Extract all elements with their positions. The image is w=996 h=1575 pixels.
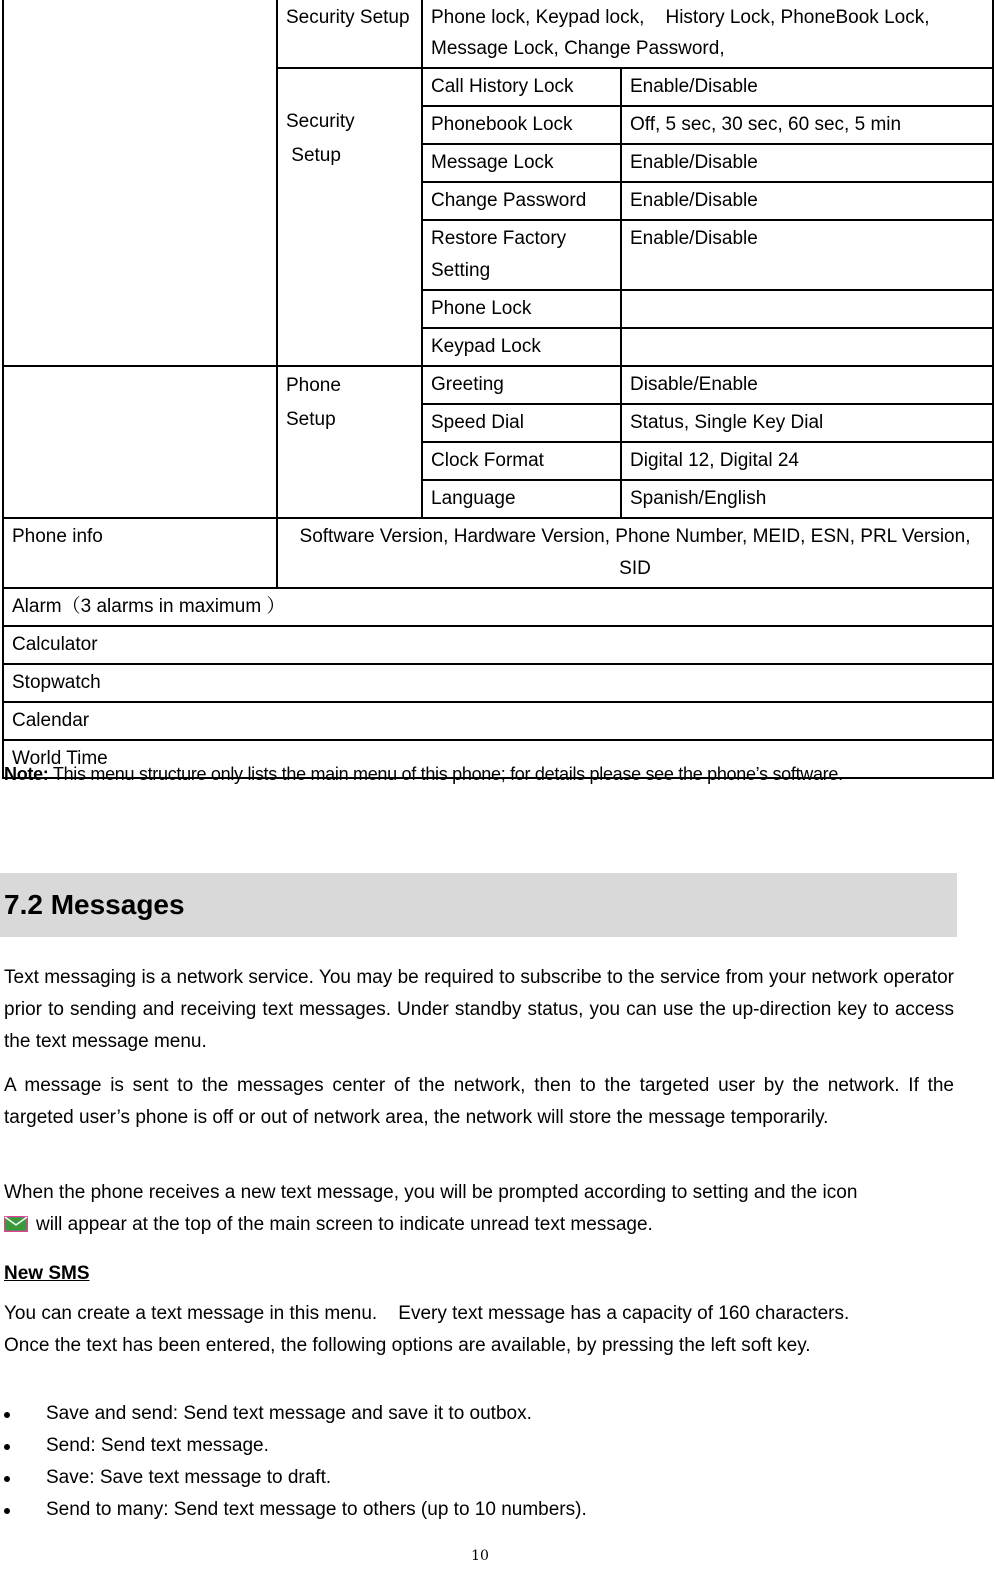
new-message-paragraph	[4, 1177, 954, 1241]
phone-value: Digital 12, Digital 24	[621, 442, 993, 480]
security-value: Enable/Disable	[621, 182, 993, 220]
security-value	[621, 328, 993, 366]
security-value: Enable/Disable	[621, 220, 993, 290]
note-label: Note:	[4, 764, 49, 784]
new-message-text-after: will appear at the top of the main screen to indicate unread text message.	[36, 1214, 653, 1235]
list-item-text: Save: Save text message to draft.	[46, 1467, 332, 1488]
phone-value: Spanish/English	[621, 480, 993, 518]
security-item: Call History Lock	[422, 68, 621, 106]
bullet-dot	[4, 1444, 10, 1450]
security-value	[621, 290, 993, 328]
menu-item-calculator: Calculator	[3, 626, 993, 664]
phone-value: Status, Single Key Dial	[621, 404, 993, 442]
blank-cell	[3, 366, 277, 518]
table-row	[3, 702, 993, 740]
envelope-icon	[4, 1216, 28, 1232]
security-setup-group-label	[277, 68, 422, 366]
blank-cell	[3, 0, 277, 366]
security-item: Phone Lock	[422, 290, 621, 328]
bullet-dot	[4, 1508, 10, 1514]
messages-intro-paragraph: Text messaging is a network service. You may be required to subscribe to the service from your network operator prior to sending and receiving text messages. Under standby status, you can use the up-direction key to access the text message menu.	[4, 967, 954, 1052]
security-setup-options: Phone lock, Keypad lock, History Lock, PhoneBook Lock, Message Lock, Change Password,	[422, 0, 993, 68]
list-item	[4, 1494, 954, 1526]
security-value: Off, 5 sec, 30 sec, 60 sec, 5 min	[621, 106, 993, 144]
list-item-text: Send to many: Send text message to others (up to 10 numbers).	[46, 1499, 587, 1520]
page-number: 10	[471, 1548, 489, 1564]
new-sms-line1: You can create a text message in this menu. Every text message has a capacity of 160 characters.	[4, 1303, 850, 1324]
list-item	[4, 1398, 954, 1430]
security-value: Enable/Disable	[621, 68, 993, 106]
phone-setup-line1: Phone	[286, 375, 341, 396]
security-value: Enable/Disable	[621, 144, 993, 182]
phone-info-label: Phone info	[3, 518, 277, 588]
security-item: Message Lock	[422, 144, 621, 182]
security-label-line2: Setup	[291, 145, 341, 166]
phone-item: Speed Dial	[422, 404, 621, 442]
new-sms-paragraph	[4, 1298, 954, 1362]
table-row	[3, 0, 993, 68]
security-item: Change Password	[422, 182, 621, 220]
sms-options-list	[4, 1398, 954, 1526]
new-sms-heading: New SMS	[4, 1263, 90, 1284]
messages-center-paragraph: A message is sent to the messages center of the network, then to the targeted user by the network. If the targeted user’s phone is off or out of network area, the network will store the message temporarily.	[4, 1075, 954, 1128]
table-row	[3, 518, 993, 588]
security-item: Restore Factory Setting	[422, 220, 621, 290]
table-row	[3, 588, 993, 626]
section-heading: 7.2 Messages	[0, 873, 957, 937]
phone-info-value: Software Version, Hardware Version, Phone Number, MEID, ESN, PRL Version, SID	[277, 518, 993, 588]
phone-item: Clock Format	[422, 442, 621, 480]
new-message-text-before: When the phone receives a new text message, you will be prompted according to setting and the icon	[4, 1182, 858, 1203]
list-item-text: Save and send: Send text message and save it to outbox.	[46, 1403, 532, 1424]
security-item: Phonebook Lock	[422, 106, 621, 144]
security-setup-label: Security Setup	[277, 0, 422, 68]
bullet-dot	[4, 1412, 10, 1418]
menu-item-stopwatch: Stopwatch	[3, 664, 993, 702]
phone-setup-group-label	[277, 366, 422, 518]
phone-value: Disable/Enable	[621, 366, 993, 404]
security-item: Keypad Lock	[422, 328, 621, 366]
new-sms-line2: Once the text has been entered, the following options are available, by pressing the left soft key.	[4, 1335, 811, 1356]
phone-item: Greeting	[422, 366, 621, 404]
menu-item-alarm: Alarm（3 alarms in maximum ）	[3, 588, 993, 626]
note-paragraph	[4, 758, 954, 790]
menu-structure-table	[2, 0, 994, 779]
phone-item: Language	[422, 480, 621, 518]
list-item	[4, 1462, 954, 1494]
table-row	[3, 366, 993, 404]
table-row	[3, 664, 993, 702]
phone-setup-line2: Setup	[286, 409, 336, 430]
security-label-line1: Security	[286, 111, 355, 132]
note-text: This menu structure only lists the main menu of this phone; for details please see the phone’s software.	[48, 764, 843, 784]
bullet-dot	[4, 1476, 10, 1482]
menu-item-world-time: World Time	[3, 740, 993, 778]
menu-item-calendar: Calendar	[3, 702, 993, 740]
table-row	[3, 626, 993, 664]
list-item-text: Send: Send text message.	[46, 1435, 269, 1456]
list-item	[4, 1430, 954, 1462]
